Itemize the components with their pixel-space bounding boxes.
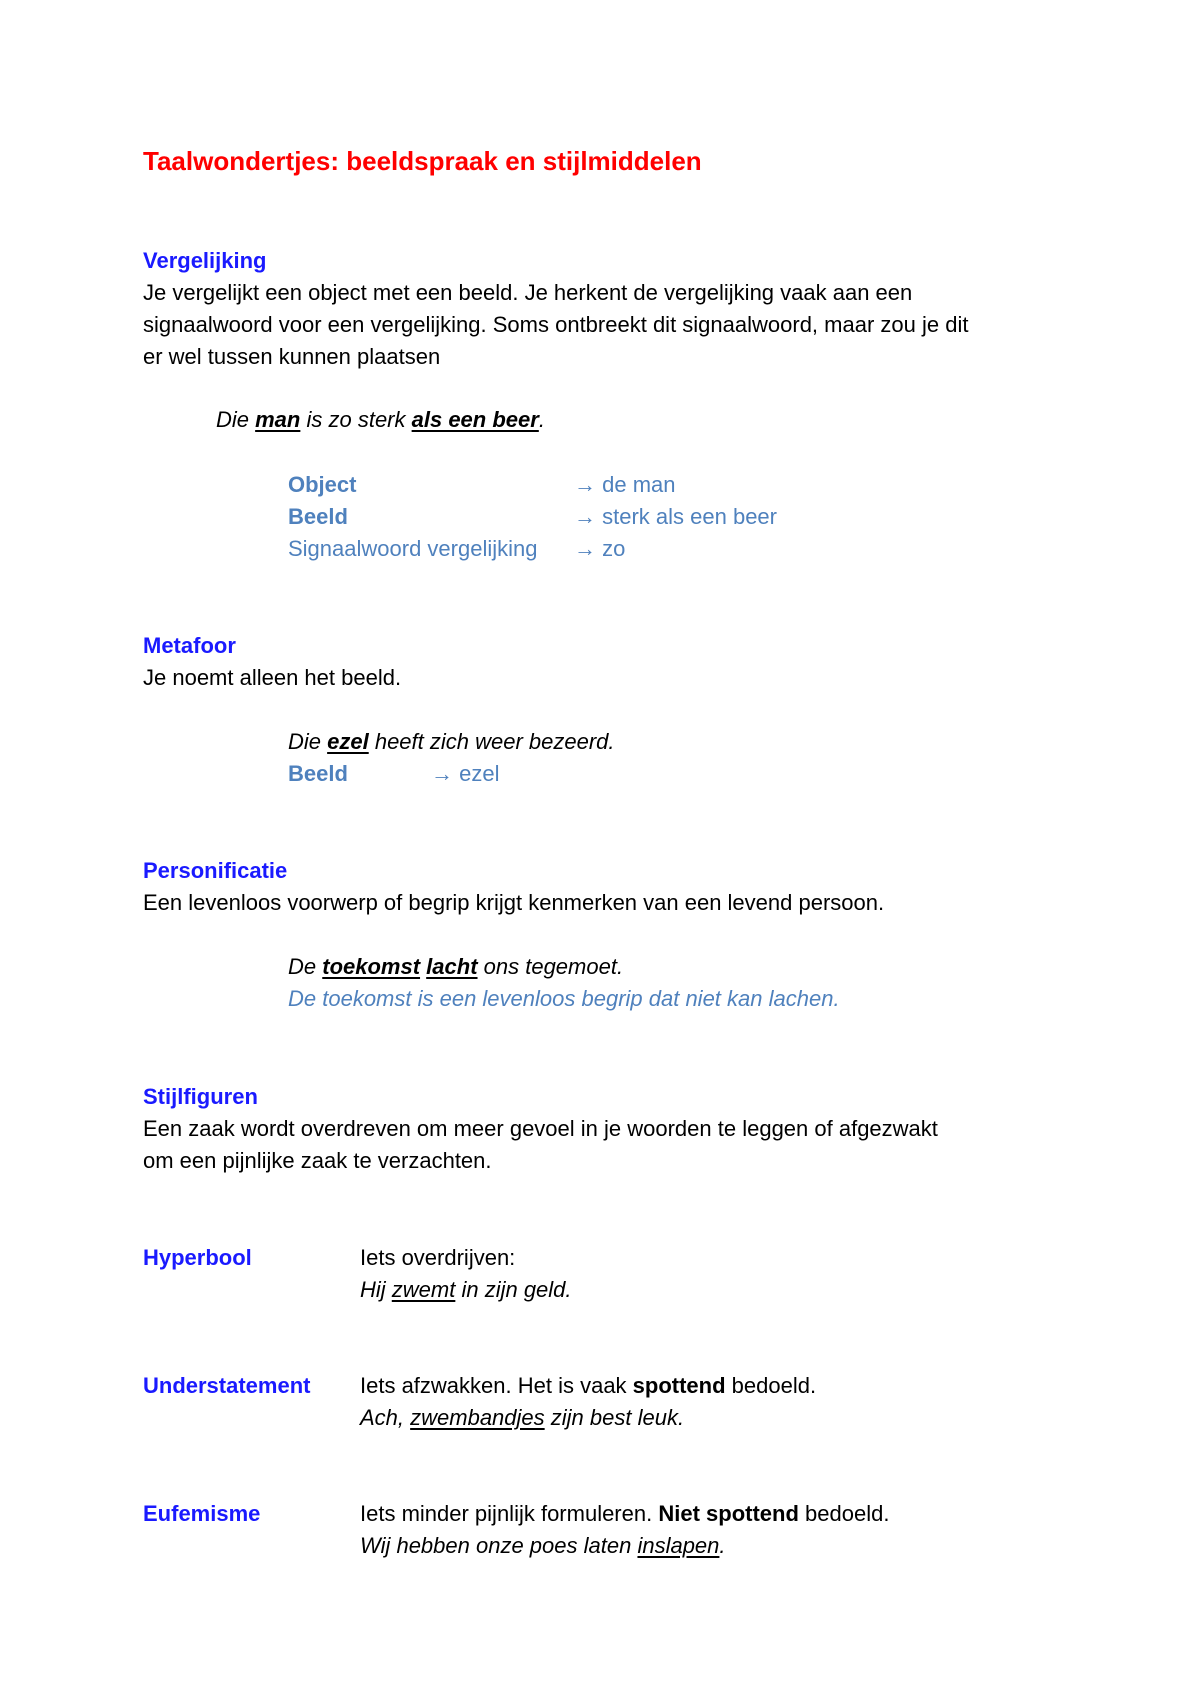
body-line: Je vergelijkt een object met een beeld. Je herkent de vergelijking vaak aan een [143, 280, 913, 305]
analysis-value [574, 504, 777, 530]
human-trait-word: lacht [426, 954, 478, 979]
section-heading: Personificatie [143, 858, 288, 883]
arrow-right-icon: → [574, 504, 596, 529]
example-text: Wij hebben onze poes laten [360, 1533, 638, 1558]
example-text: ons tegemoet. [477, 954, 624, 979]
analysis-value [574, 472, 676, 498]
image-word: ezel [327, 729, 369, 754]
example-sentence [360, 1533, 726, 1559]
body-line: Een zaak wordt overdreven om meer gevoel in je woorden te leggen of afgezwakt [143, 1116, 938, 1141]
emphasized-word: zwembandjes [410, 1405, 545, 1430]
example-text: is zo sterk [300, 407, 412, 432]
example-text: De [288, 954, 323, 979]
example-text: Die [288, 729, 328, 754]
example-text: Die [216, 407, 256, 432]
example-text: in zijn geld. [455, 1277, 572, 1302]
page-title: Taalwondertjes: beeldspraak en stijlmiddelen [143, 146, 702, 176]
example-sentence [360, 1277, 572, 1303]
desc-text: Iets afzwakken. Het is vaak [360, 1373, 633, 1398]
term-label: Hyperbool [143, 1245, 252, 1270]
analysis-value [431, 761, 499, 787]
analysis-label: Beeld [288, 761, 348, 786]
analysis-value-text: de man [602, 472, 676, 497]
body-line: Een levenloos voorwerp of begrip krijgt kenmerken van een levend persoon. [143, 890, 885, 915]
example-sentence [360, 1405, 684, 1431]
emphasized-word: zwemt [391, 1277, 456, 1302]
example-text: . [538, 407, 545, 432]
analysis-value [574, 536, 625, 562]
object-word: toekomst [322, 954, 421, 979]
example-sentence [216, 407, 545, 433]
term-description: Iets overdrijven: [360, 1245, 516, 1270]
analysis-value-text: zo [602, 536, 626, 561]
explanation-note: De toekomst is een levenloos begrip dat niet kan lachen. [288, 986, 840, 1011]
section-heading: Stijlfiguren [143, 1084, 258, 1109]
emphasized-word: inslapen [637, 1533, 720, 1558]
example-text: heeft zich weer bezeerd. [368, 729, 615, 754]
analysis-value-text: sterk als een beer [602, 504, 777, 529]
arrow-right-icon: → [574, 536, 596, 561]
desc-text: bedoeld. [798, 1501, 890, 1526]
term-label: Understatement [143, 1373, 311, 1398]
body-line: om een pijnlijke zaak te verzachten. [143, 1148, 492, 1173]
desc-text: Iets minder pijnlijk formuleren. [360, 1501, 659, 1526]
example-text: . [719, 1533, 726, 1558]
desc-bold: Niet spottend [658, 1501, 799, 1526]
desc-bold: spottend [632, 1373, 726, 1398]
example-text: zijn best leuk. [544, 1405, 685, 1430]
body-line: signaalwoord voor een vergelijking. Soms ontbreekt dit signaalwoord, maar zou je dit [143, 312, 969, 337]
section-heading: Vergelijking [143, 248, 267, 273]
term-description [360, 1373, 816, 1399]
analysis-label: Signaalwoord vergelijking [288, 536, 538, 561]
example-sentence [288, 954, 623, 980]
analysis-value-text: ezel [459, 761, 500, 786]
term-label: Eufemisme [143, 1501, 261, 1526]
image-phrase: als een beer [411, 407, 539, 432]
desc-text: bedoeld. [725, 1373, 817, 1398]
example-text: Hij [360, 1277, 392, 1302]
object-word: man [255, 407, 301, 432]
body-line: Je noemt alleen het beeld. [143, 665, 402, 690]
analysis-label: Object [288, 472, 357, 497]
arrow-right-icon: → [431, 761, 453, 786]
example-text: Ach, [360, 1405, 411, 1430]
example-sentence [288, 729, 615, 755]
analysis-label: Beeld [288, 504, 348, 529]
section-heading: Metafoor [143, 633, 236, 658]
arrow-right-icon: → [574, 472, 596, 497]
term-description [360, 1501, 889, 1527]
body-line: er wel tussen kunnen plaatsen [143, 344, 441, 369]
